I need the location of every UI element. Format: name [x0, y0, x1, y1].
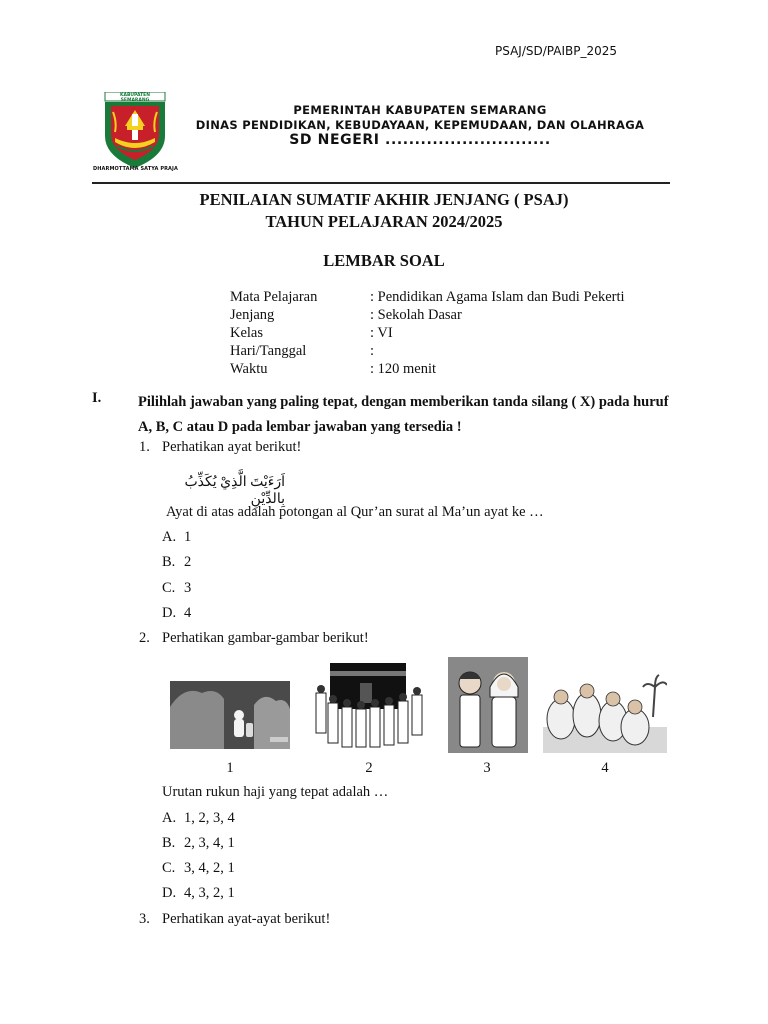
image-label: 3 — [483, 760, 491, 776]
option-letter: A. — [162, 810, 177, 826]
question-number: 3. — [139, 911, 150, 927]
logo-motto: DHARMOTTAMA SATYA PRAJA — [93, 166, 178, 172]
option-letter: B. — [162, 835, 176, 851]
section-number: I. — [92, 390, 102, 406]
image-label: 2 — [365, 760, 373, 776]
option-text: 1 — [184, 529, 192, 545]
image-ihram-couple — [448, 657, 528, 753]
option-text: 4 — [184, 605, 192, 621]
image-label: 1 — [226, 760, 234, 776]
question-prompt: Perhatikan ayat-ayat berikut! — [162, 911, 331, 927]
section-instruction: Pilihlah jawaban yang paling tepat, dengan memberikan tanda silang ( X) pada huruf A, B, C atau D pada lembar jawaban yang tersedia ! — [138, 394, 669, 435]
question-stem: Ayat di atas adalah potongan al Qur’an surat al Ma’un ayat ke … — [166, 504, 544, 520]
answer-option[interactable] — [162, 860, 235, 877]
question-number: 2. — [139, 630, 150, 646]
info-row — [230, 361, 436, 378]
info-row — [230, 289, 625, 306]
info-value: : Pendidikan Agama Islam dan Budi Pekerti — [370, 289, 625, 305]
answer-option[interactable] — [162, 605, 191, 622]
logo-label: KABUPATEN SEMARANG — [120, 93, 150, 103]
kabupaten-semarang-logo — [103, 92, 167, 168]
option-letter: D. — [162, 885, 177, 901]
info-label: Waktu — [230, 361, 268, 377]
answer-option[interactable] — [162, 885, 235, 902]
image-muzdalifah-pilgrims — [543, 657, 667, 753]
info-row — [230, 343, 374, 360]
info-value: : — [370, 343, 375, 359]
option-letter: D. — [162, 605, 177, 621]
question-stem: Urutan rukun haji yang tepat adalah … — [162, 784, 389, 800]
academic-year: TAHUN PELAJARAN 2024/2025 — [265, 212, 503, 231]
answer-option[interactable] — [162, 810, 235, 827]
info-value: : Sekolah Dasar — [370, 307, 462, 323]
info-row — [230, 325, 393, 342]
image-label: 4 — [601, 760, 609, 776]
option-letter: C. — [162, 860, 176, 876]
answer-option[interactable] — [162, 529, 191, 546]
option-text: 3, 4, 2, 1 — [184, 860, 235, 876]
arabic-verse: اَرَءَيْتَ الَّذِيْ يُكَذِّبُ بِالدِّيْنِ — [184, 475, 285, 507]
document-code: PSAJ/SD/PAIBP_2025 — [495, 44, 617, 58]
answer-option[interactable] — [162, 554, 191, 571]
info-label: Jenjang — [230, 307, 275, 323]
option-letter: B. — [162, 554, 176, 570]
option-text: 3 — [184, 580, 192, 596]
header-school: SD NEGERI ............................ — [289, 132, 551, 148]
option-text: 2, 3, 4, 1 — [184, 835, 235, 851]
option-text: 2 — [184, 554, 192, 570]
sheet-title: LEMBAR SOAL — [323, 251, 445, 270]
question-number: 1. — [139, 439, 150, 455]
info-value: : VI — [370, 325, 393, 341]
option-letter: C. — [162, 580, 176, 596]
header-rule — [92, 182, 670, 184]
question-prompt: Perhatikan gambar-gambar berikut! — [162, 630, 369, 646]
header-department: DINAS PENDIDIKAN, KEBUDAYAAN, KEPEMUDAAN, DAN OLAHRAGA — [195, 118, 645, 132]
image-arafah-wukuf — [170, 657, 290, 753]
option-letter: A. — [162, 529, 177, 545]
option-text: 1, 2, 3, 4 — [184, 810, 235, 826]
info-label: Hari/Tanggal — [230, 343, 307, 359]
info-row — [230, 307, 462, 324]
answer-option[interactable] — [162, 835, 235, 852]
option-text: 4, 3, 2, 1 — [184, 885, 235, 901]
info-label: Mata Pelajaran — [230, 289, 318, 305]
info-label: Kelas — [230, 325, 264, 341]
answer-option[interactable] — [162, 580, 191, 597]
image-kaaba-tawaf — [308, 657, 432, 753]
header-government: PEMERINTAH KABUPATEN SEMARANG — [293, 103, 547, 117]
info-value: : 120 menit — [370, 361, 437, 377]
exam-title: PENILAIAN SUMATIF AKHIR JENJANG ( PSAJ) — [199, 190, 569, 209]
question-prompt: Perhatikan ayat berikut! — [162, 439, 302, 455]
